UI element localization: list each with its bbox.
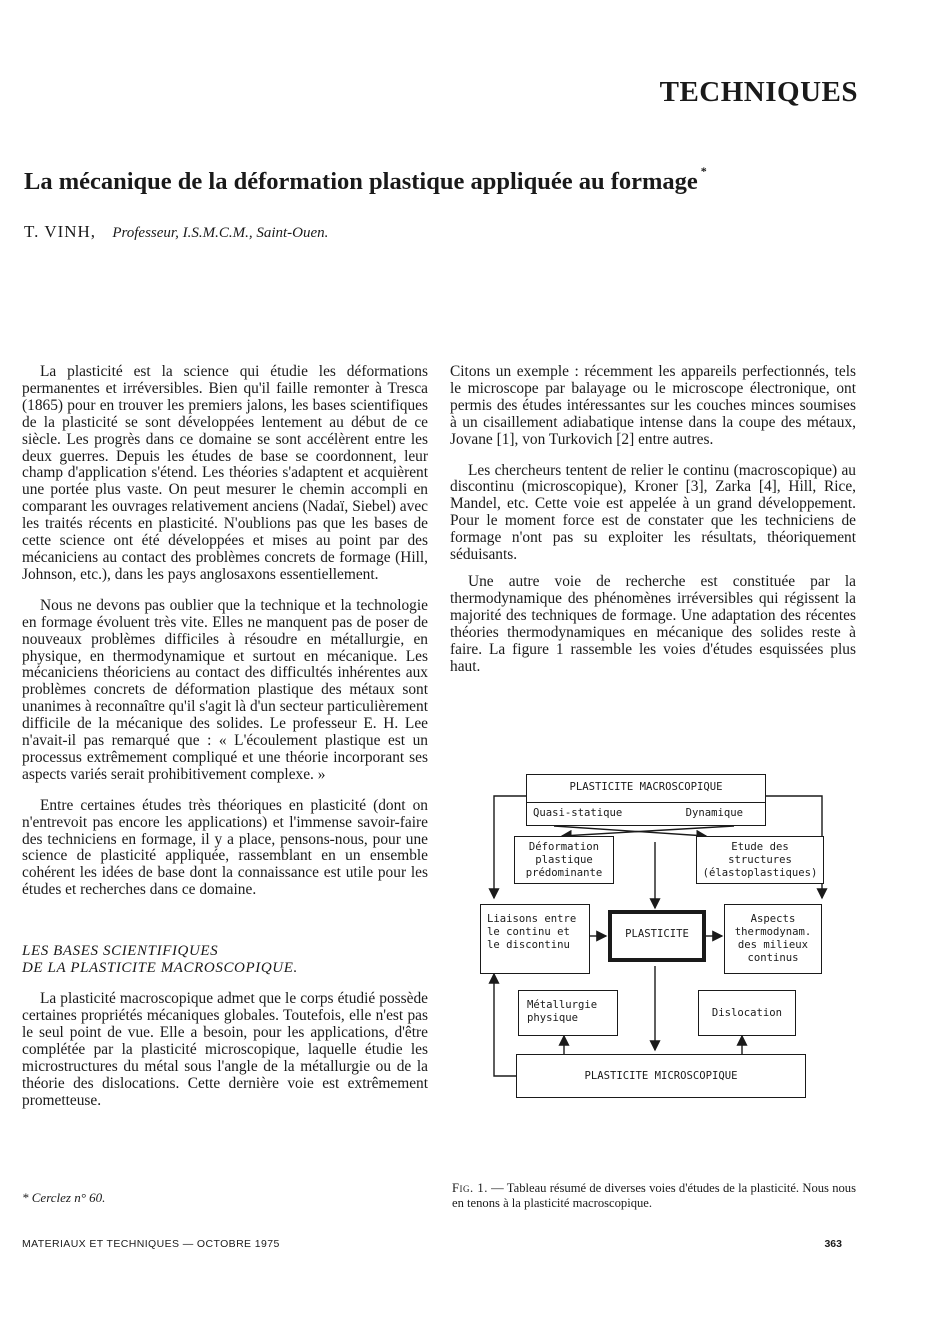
structures-box — [696, 836, 824, 884]
paragraph: Nous ne devons pas oublier que la technique et la technologie en formage évoluent très vite. Elles ne manquent pas de poser de nouveaux problèmes difficiles à résoudre en métallurgie, en physique, en thermodynamique et surtout en mécanique. Les mécaniciens théoriciens au contact des difficultés inhérentes aux problèmes concrets de déformation plastique des métaux sont unanimes à reconnaître qu'il s'agit là d'un secteur particulièrement difficile de la mécanique des solides. Le professeur E. H. Lee n'avait-il pas remarqué que : « L'écoulement plastique est un processus extrêmement compliqué et une théorie incorporant ses aspects variés serait prohibitivement complexe. » — [22, 596, 428, 783]
dynamic-label: Dynamique — [685, 807, 743, 819]
box-line: le discontinu — [487, 939, 570, 951]
box-line: plastique — [535, 854, 593, 866]
subheading-line: DE LA PLASTICITE MACROSCOPIQUE. — [22, 960, 298, 977]
paragraph: La plasticité macroscopique admet que le corps étudié possède certaines propriétés mécaniques globales. Toutefois, elle n'est pas le seul point de vue. Elle a besoin, pour les applications, d'être complétée par la plasticité microscopique, laquelle étudie les microstructures du métal sous l'angle de la métallurgie ou de la théorie des dislocations. Cette dernière voie est extrêmement prometteuse. — [22, 990, 428, 1109]
right-column — [450, 364, 856, 675]
box-line: Etude des — [731, 841, 789, 853]
macro-subrow — [527, 802, 765, 820]
box-line: thermodynam. — [734, 926, 812, 938]
micro-title: PLASTICITE MICROSCOPIQUE — [584, 1070, 738, 1082]
author-affiliation: Professeur, I.S.M.C.M., Saint-Ouen. — [112, 225, 329, 241]
author-name: T. VINH, — [24, 222, 97, 241]
dislocation-box — [698, 990, 796, 1036]
box-line: prédominante — [525, 867, 603, 879]
micro-plasticity-box — [516, 1054, 806, 1098]
quasi-static-label: Quasi-statique — [533, 807, 623, 819]
box-line: Aspects — [750, 913, 796, 925]
macro-title: PLASTICITE MACROSCOPIQUE — [569, 781, 723, 793]
plasticity-center-box — [608, 910, 706, 962]
paragraph: Les chercheurs tentent de relier le continu (macroscopique) au discontinu (microscopique), Kroner [3], Zarka [4], Hill, Rice, Mandel, etc. Cette voie est appelée à un grand développement. Pour le moment force est de constater que les techniciens de formage n'ont pas su exploiter les résultats, théoriquement séduisants. — [450, 461, 856, 564]
dislocation-label: Dislocation — [711, 1007, 783, 1019]
title-footnote-mark: * — [700, 164, 707, 178]
figure-caption — [452, 1181, 856, 1210]
box-line: continus — [747, 952, 799, 964]
paragraph: Citons un exemple : récemment les appareils perfectionnés, tels le microscope par balayage ou le microscope électronique, ont permis des études intéressantes sur les couches minces soumises à un cisaillement adiabatique intense dans la coupe des métaux, Jovane [1], von Turkovich [2] entre autres. — [450, 363, 856, 448]
box-line: Déformation — [528, 841, 600, 853]
box-line: le continu et — [487, 926, 570, 938]
deformation-box — [514, 836, 614, 884]
macro-plasticity-box — [526, 774, 766, 826]
aspects-box — [724, 904, 822, 974]
box-line: Liaisons entre — [487, 913, 577, 925]
figure-diagram — [474, 770, 846, 1110]
liaisons-box — [480, 904, 590, 974]
plasticite-label: PLASTICITE — [625, 928, 689, 940]
section-header: TECHNIQUES — [659, 76, 858, 108]
paragraph: Entre certaines études très théoriques en plasticité (dont on n'entrevoit pas encore les applications) et l'immense savoir-faire des techniciens en formage, il y a place, pensons-nous, pour une science de plasticité appliquée, rassemblant en un ensemble cohérent les idées de base dont la connaissance est utile pour les études et recherches dans ce domaine. — [22, 796, 428, 899]
byline — [24, 222, 328, 242]
left-column — [22, 364, 428, 1110]
box-line: (élastoplastiques) — [702, 867, 818, 879]
subheading-line: LES BASES SCIENTIFIQUES — [22, 943, 219, 960]
section-subheading — [22, 943, 428, 977]
box-line: des milieux — [737, 939, 809, 951]
paragraph: Une autre voie de recherche est constituée par la thermodynamique des phénomènes irréversibles qui régissent la majorité des techniques de formage. Une adaptation des récentes théories thermodynamiques en mécanique des solides reste à faire. La figure 1 rassemble les voies d'études esquissées plus haut. — [450, 572, 856, 675]
metallurgy-box — [518, 990, 618, 1036]
page-number: 363 — [824, 1238, 842, 1250]
footnote: * Cerclez n° 60. — [22, 1190, 106, 1205]
title-text: La mécanique de la déformation plastique appliquée au formage — [24, 168, 698, 195]
footer-journal: MATERIAUX ET TECHNIQUES — OCTOBRE 1975 — [22, 1238, 280, 1250]
caption-text: — Tableau résumé de diverses voies d'études de la plasticité. Nous nous en tenons à la plasticité macroscopique. — [452, 1181, 857, 1210]
box-line: Métallurgie — [527, 999, 598, 1011]
paragraph: La plasticité est la science qui étudie les déformations permanentes et irréversibles. Bien qu'il faille remonter à Tresca (1865) pour en trouver les premiers jalons, les bases scientifiques de la plasticité se sont développées lentement au début de ce siècle. Les progrès dans ce domaine se sont accélèrent entre les deux guerres. Depuis les études de base se coordonnent, leur champ d'application s'étend. Les théories s'adaptent et acquièrent une portée plus vaste. On peut mesurer le chemin accompli en comparant les ouvrages relativement anciens (Nadaï, Siebel) avec les traités récents en plasticité. N'oublions pas que les bases de cette science ont été développées et mises au point par des mécaniciens au contact des problèmes concrets de formage (Hill, Johnson, etc.), dans les pays anglosaxons essentiellement. — [22, 363, 428, 583]
caption-label: Fig. 1. — [452, 1181, 488, 1195]
box-line: physique — [527, 1012, 579, 1024]
article-title — [24, 164, 904, 196]
box-line: structures — [728, 854, 792, 866]
